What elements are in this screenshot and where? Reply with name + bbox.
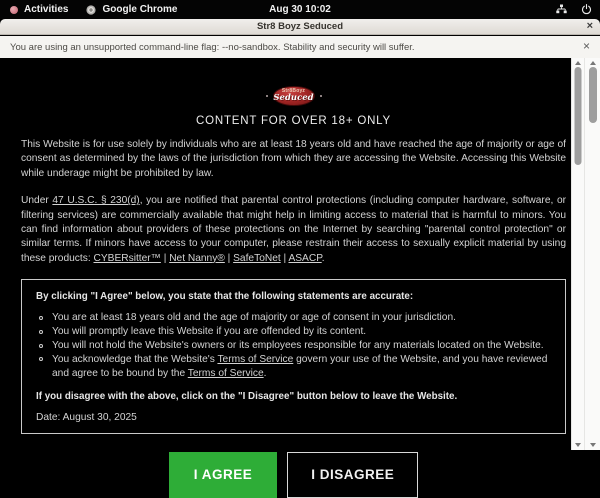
logo-dot bbox=[266, 95, 268, 97]
bullet-icon bbox=[39, 330, 43, 334]
gnome-top-bar bbox=[0, 0, 600, 19]
chrome-icon bbox=[86, 5, 96, 15]
link-separator: | bbox=[224, 252, 234, 264]
statute-link[interactable]: 47 U.S.C. § 230(d) bbox=[52, 195, 140, 207]
asacp-link[interactable]: ASACP bbox=[288, 252, 322, 264]
consent-buttons bbox=[21, 452, 566, 498]
agreement-box bbox=[21, 279, 566, 434]
agreement-intro: By clicking "I Agree" below, you state that the following statements are accurate: bbox=[36, 291, 414, 303]
bullet-text: You will promptly leave this Website if you are offended by its content. bbox=[52, 326, 367, 338]
list-item bbox=[38, 311, 551, 325]
list-item bbox=[38, 339, 551, 353]
app-menu-button[interactable] bbox=[86, 4, 177, 15]
content-scrollbar-thumb[interactable] bbox=[575, 67, 582, 165]
i-disagree-button[interactable]: I DISAGREE bbox=[287, 452, 418, 498]
date-label: Date: August 30, 2025 bbox=[36, 411, 137, 423]
scroll-down-icon[interactable] bbox=[575, 443, 581, 447]
site-logo bbox=[21, 85, 566, 106]
app-menu-label: Google Chrome bbox=[102, 4, 178, 15]
logo-dot bbox=[320, 95, 322, 97]
bullet-icon bbox=[39, 316, 43, 320]
list-item bbox=[38, 353, 551, 381]
age-statement-paragraph: This Website is for use solely by individuals who are at least 18 years old and have reached the age of majority or age of consent as determined by the laws of the jurisdiction from which they are accessing the Website. Accessing this Website while underage might be prohibited by law. bbox=[21, 139, 566, 179]
text-segment: govern your use of the Website, and you have reviewed and agree to be bound by the bbox=[52, 353, 548, 379]
bullet-icon bbox=[39, 357, 43, 361]
window-close-icon[interactable]: × bbox=[586, 20, 593, 32]
link-separator: | bbox=[280, 252, 289, 264]
activities-button[interactable] bbox=[10, 4, 68, 15]
warning-message: You are using an unsupported command-line flag: --no-sandbox. Stability and security will suffer. bbox=[10, 41, 415, 53]
power-icon[interactable] bbox=[581, 4, 592, 15]
cybersitter-link[interactable]: CYBERsitter™ bbox=[93, 252, 161, 264]
parental-control-paragraph bbox=[21, 194, 566, 266]
text-segment: . bbox=[263, 367, 267, 379]
bullet-text: You will not hold the Website's owners or its employees responsible for any materials located on the Website. bbox=[52, 340, 544, 352]
flag-warning-bar bbox=[0, 36, 600, 58]
clock[interactable]: Aug 30 10:02 bbox=[269, 4, 331, 15]
window-title: Str8 Boyz Seduced bbox=[256, 21, 344, 32]
terms-of-service-link[interactable]: Terms of Service bbox=[187, 367, 264, 379]
page-content bbox=[0, 58, 571, 483]
window-titlebar[interactable] bbox=[0, 19, 600, 35]
page-title: CONTENT FOR OVER 18+ ONLY bbox=[196, 115, 391, 127]
network-icon[interactable] bbox=[556, 4, 567, 15]
text-segment: , you are notified that parental control protections (including computer hardware, software, or filtering services) are commercially available that might help in limiting access to material that is harmful to minors. You can find information about providers of these protections on the Internet by searching "parental control protection" or similar terms. If minors have access to your computer, please restrain their access to sexually explicit material by using these products: bbox=[21, 195, 567, 264]
window-scrollbar-thumb[interactable] bbox=[589, 67, 597, 123]
recording-indicator-icon bbox=[10, 6, 18, 14]
logo-script-text: Seduced bbox=[273, 93, 314, 103]
text-segment: . bbox=[321, 252, 325, 264]
bullet-icon bbox=[39, 344, 43, 348]
scroll-up-icon[interactable] bbox=[590, 61, 596, 65]
logo-top-text: Str8Boyz bbox=[281, 88, 306, 94]
text-segment: Under bbox=[21, 195, 53, 207]
agreement-list bbox=[38, 311, 551, 381]
terms-of-service-link[interactable]: Terms of Service bbox=[217, 353, 294, 365]
netnanny-link[interactable]: Net Nanny® bbox=[169, 252, 225, 264]
scroll-up-icon[interactable] bbox=[575, 61, 581, 65]
safetonet-link[interactable]: SafeToNet bbox=[233, 252, 281, 264]
text-segment: You acknowledge that the Website's bbox=[52, 353, 218, 365]
content-scrollbar[interactable] bbox=[571, 58, 584, 450]
scroll-down-icon[interactable] bbox=[590, 443, 596, 447]
infobar-close-icon[interactable]: × bbox=[582, 39, 590, 53]
activities-label: Activities bbox=[24, 4, 69, 15]
bullet-text: You are at least 18 years old and the age of majority or age of consent in your jurisdiction. bbox=[52, 312, 456, 324]
list-item bbox=[38, 325, 551, 339]
logo-badge bbox=[273, 86, 315, 106]
window-scrollbar[interactable] bbox=[584, 58, 600, 450]
link-separator: | bbox=[160, 252, 170, 264]
disagree-note: If you disagree with the above, click on the "I Disagree" button below to leave the Website. bbox=[36, 390, 458, 402]
i-agree-button[interactable]: I AGREE bbox=[169, 452, 278, 498]
